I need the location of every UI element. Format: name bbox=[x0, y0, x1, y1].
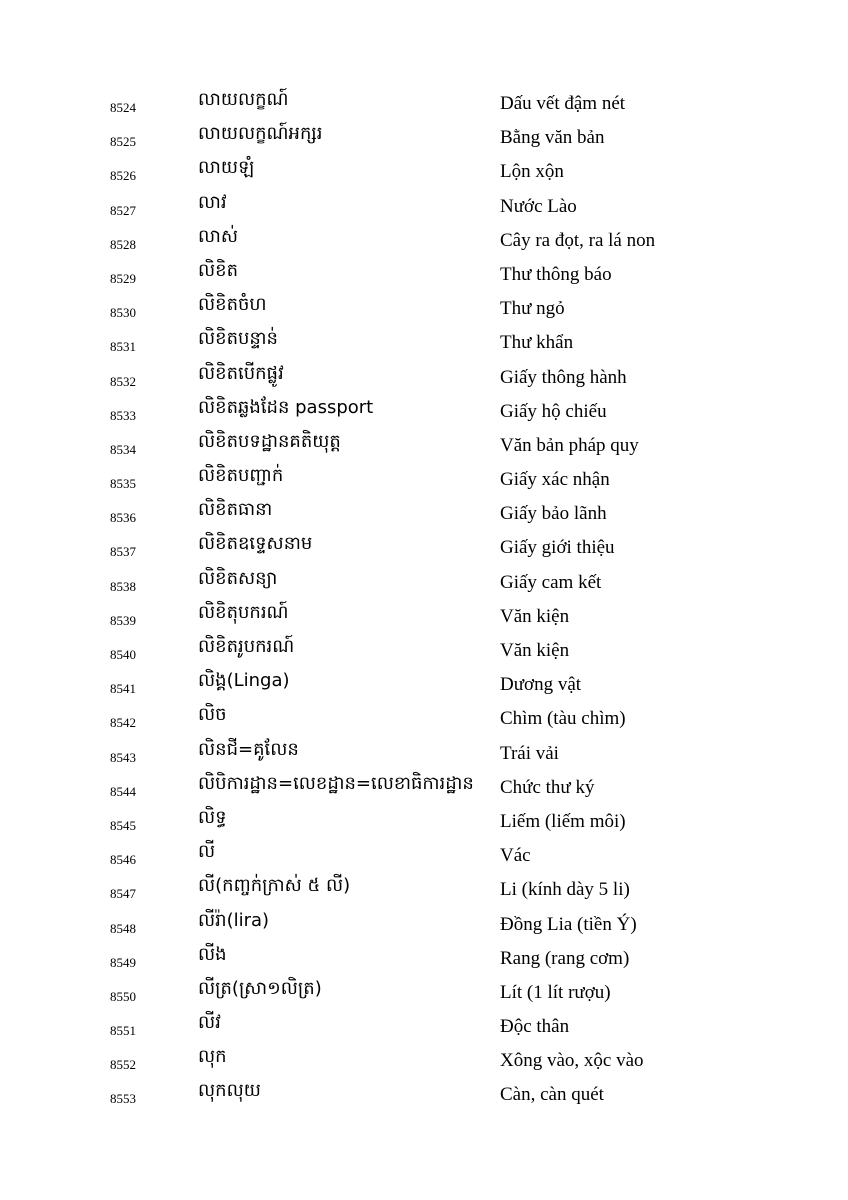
khmer-term: លិខិតចំហ bbox=[198, 294, 267, 316]
vietnamese-meaning: Lít (1 lít rượu) bbox=[500, 981, 611, 1003]
entry-row bbox=[0, 291, 848, 325]
vietnamese-meaning: Giấy thông hành bbox=[500, 366, 627, 388]
khmer-term: លិនជី=គូលែន bbox=[198, 738, 299, 760]
entry-number: 8545 bbox=[110, 817, 136, 833]
vietnamese-meaning: Lộn xộn bbox=[500, 161, 564, 183]
entry-row bbox=[0, 1009, 848, 1043]
vietnamese-meaning: Độc thân bbox=[500, 1016, 570, 1038]
entry-number: 8531 bbox=[110, 339, 136, 355]
khmer-term: លីវ bbox=[198, 1012, 221, 1034]
entry-row bbox=[0, 804, 848, 838]
vietnamese-meaning: Li (kính dày 5 li) bbox=[500, 879, 630, 901]
entry-row bbox=[0, 907, 848, 941]
vietnamese-meaning: Văn kiện bbox=[500, 605, 570, 627]
entry-row bbox=[0, 496, 848, 530]
vietnamese-meaning: Văn kiện bbox=[500, 640, 570, 661]
entry-number: 8553 bbox=[110, 1091, 136, 1107]
entry-number: 8551 bbox=[110, 1023, 136, 1039]
entry-number: 8535 bbox=[110, 476, 136, 492]
khmer-term: លិខិតបើកផ្លូវ bbox=[198, 362, 284, 384]
entry-number: 8532 bbox=[110, 373, 136, 389]
khmer-term: លិខិតឆ្លងដែន passport bbox=[198, 396, 374, 418]
entry-number: 8524 bbox=[110, 100, 136, 115]
khmer-term: លុកលុយ bbox=[198, 1080, 261, 1102]
khmer-term: លិច bbox=[198, 704, 227, 726]
khmer-term: លីរ៉ា(lira) bbox=[198, 909, 270, 931]
vietnamese-meaning: Rang (rang cơm) bbox=[500, 947, 630, 969]
entry-row bbox=[0, 736, 848, 770]
entry-row bbox=[0, 223, 848, 257]
khmer-term: លិទ្ធ bbox=[198, 806, 227, 828]
entry-row bbox=[0, 975, 848, 1009]
entry-number: 8534 bbox=[110, 441, 136, 457]
entry-number: 8547 bbox=[110, 886, 136, 902]
entry-number: 8550 bbox=[110, 988, 136, 1004]
vietnamese-meaning: Dương vật bbox=[500, 674, 582, 696]
entry-number: 8543 bbox=[110, 749, 136, 765]
vietnamese-meaning: Trái vải bbox=[500, 742, 559, 764]
khmer-term: លាយលក្ខណ៍អក្សរ bbox=[198, 123, 323, 145]
vietnamese-meaning: Giấy cam kết bbox=[500, 571, 602, 593]
vietnamese-meaning: Giấy hộ chiếu bbox=[500, 400, 607, 422]
entry-row bbox=[0, 530, 848, 564]
entry-row bbox=[0, 462, 848, 496]
entry-list bbox=[0, 86, 848, 1112]
entry-number: 8544 bbox=[110, 783, 136, 799]
entry-row bbox=[0, 1043, 848, 1077]
khmer-term: លិបិការដ្ឋាន=លេខដ្ឋាន=លេខាធិការដ្ឋាន bbox=[198, 772, 474, 794]
entry-row bbox=[0, 120, 848, 154]
vietnamese-meaning: Giấy bảo lãnh bbox=[500, 503, 607, 525]
khmer-term: លាស់ bbox=[198, 225, 238, 247]
entry-number: 8541 bbox=[110, 681, 136, 697]
entry-number: 8538 bbox=[110, 578, 136, 594]
entry-row bbox=[0, 701, 848, 735]
khmer-term: លី(កញ្ចក់ក្រាស់ ៥ លី) bbox=[198, 875, 351, 897]
vietnamese-meaning: Văn bản pháp quy bbox=[500, 434, 639, 456]
entry-number: 8540 bbox=[110, 647, 136, 662]
entry-row bbox=[0, 325, 848, 359]
entry-number: 8539 bbox=[110, 612, 136, 628]
entry-row bbox=[0, 599, 848, 633]
vietnamese-meaning: Giấy xác nhận bbox=[500, 469, 610, 491]
vietnamese-meaning: Xông vào, xộc vào bbox=[500, 1050, 644, 1072]
entry-number: 8546 bbox=[110, 852, 136, 868]
khmer-term: លិខិតសន្យា bbox=[198, 567, 278, 589]
vietnamese-meaning: Thư thông báo bbox=[500, 263, 612, 285]
entry-row bbox=[0, 394, 848, 428]
vietnamese-meaning: Nước Lào bbox=[500, 195, 577, 217]
entry-row bbox=[0, 633, 848, 667]
khmer-term: លីត្រ(ស្រា១លិត្រ) bbox=[198, 977, 322, 999]
entry-number: 8529 bbox=[110, 270, 136, 286]
entry-number: 8549 bbox=[110, 954, 136, 970]
khmer-term: លុក bbox=[198, 1046, 227, 1068]
entry-number: 8527 bbox=[110, 202, 136, 218]
vietnamese-meaning: Vác bbox=[500, 845, 531, 867]
entry-number: 8552 bbox=[110, 1057, 136, 1073]
khmer-term: លិខិតបញ្ជាក់ bbox=[198, 465, 284, 487]
khmer-term: លាវ bbox=[198, 191, 227, 213]
khmer-term: លិង្គ(Linga) bbox=[198, 670, 290, 692]
khmer-term: លិខិតបន្ទាន់ bbox=[198, 328, 278, 350]
entry-row bbox=[0, 257, 848, 291]
khmer-term: លិខិតុបករណ៍ bbox=[198, 601, 289, 623]
entry-number: 8536 bbox=[110, 510, 136, 526]
vietnamese-meaning: Chìm (tàu chìm) bbox=[500, 708, 626, 730]
vietnamese-meaning: Thư ngỏ bbox=[500, 298, 565, 320]
khmer-term: លិខិតបទដ្ឋានគតិយុត្ត bbox=[198, 430, 341, 452]
khmer-term: លី bbox=[198, 841, 216, 863]
khmer-term: លីង bbox=[198, 943, 227, 965]
entry-number: 8537 bbox=[110, 544, 136, 560]
entry-row bbox=[0, 872, 848, 906]
entry-row bbox=[0, 941, 848, 975]
vietnamese-meaning: Chức thư ký bbox=[500, 776, 595, 798]
entry-row bbox=[0, 770, 848, 804]
vietnamese-meaning: Thư khẩn bbox=[500, 332, 574, 354]
entry-row bbox=[0, 1077, 848, 1111]
entry-row bbox=[0, 86, 848, 120]
khmer-term: លិខិតឧទ្ទេសនាម bbox=[198, 533, 313, 555]
entry-number: 8528 bbox=[110, 236, 136, 252]
entry-number: 8525 bbox=[110, 134, 136, 150]
khmer-term: លិខិត bbox=[198, 259, 238, 281]
vietnamese-meaning: Bằng văn bản bbox=[500, 127, 605, 149]
entry-number: 8548 bbox=[110, 920, 136, 936]
entry-row bbox=[0, 154, 848, 188]
entry-number: 8530 bbox=[110, 305, 136, 321]
entry-row bbox=[0, 360, 848, 394]
vietnamese-meaning: Đồng Lia (tiền Ý) bbox=[500, 913, 637, 935]
entry-row bbox=[0, 838, 848, 872]
khmer-term: លិខិតរូបករណ៍ bbox=[198, 636, 295, 657]
vietnamese-meaning: Cây ra đọt, ra lá non bbox=[500, 229, 656, 251]
vietnamese-meaning: Giấy giới thiệu bbox=[500, 537, 615, 559]
entry-number: 8533 bbox=[110, 407, 136, 423]
vietnamese-meaning: Liếm (liếm môi) bbox=[500, 810, 626, 832]
khmer-term: លាយឡំ bbox=[198, 157, 255, 179]
entry-number: 8542 bbox=[110, 715, 136, 731]
entry-number: 8526 bbox=[110, 168, 136, 184]
entry-row bbox=[0, 428, 848, 462]
khmer-term: លាយលក្ខណ៍ bbox=[198, 89, 289, 110]
entry-row bbox=[0, 189, 848, 223]
entry-row bbox=[0, 565, 848, 599]
entry-row bbox=[0, 667, 848, 701]
vietnamese-meaning: Dấu vết đậm nét bbox=[500, 93, 626, 114]
khmer-term: លិខិតធានា bbox=[198, 499, 273, 521]
vietnamese-meaning: Càn, càn quét bbox=[500, 1084, 604, 1106]
